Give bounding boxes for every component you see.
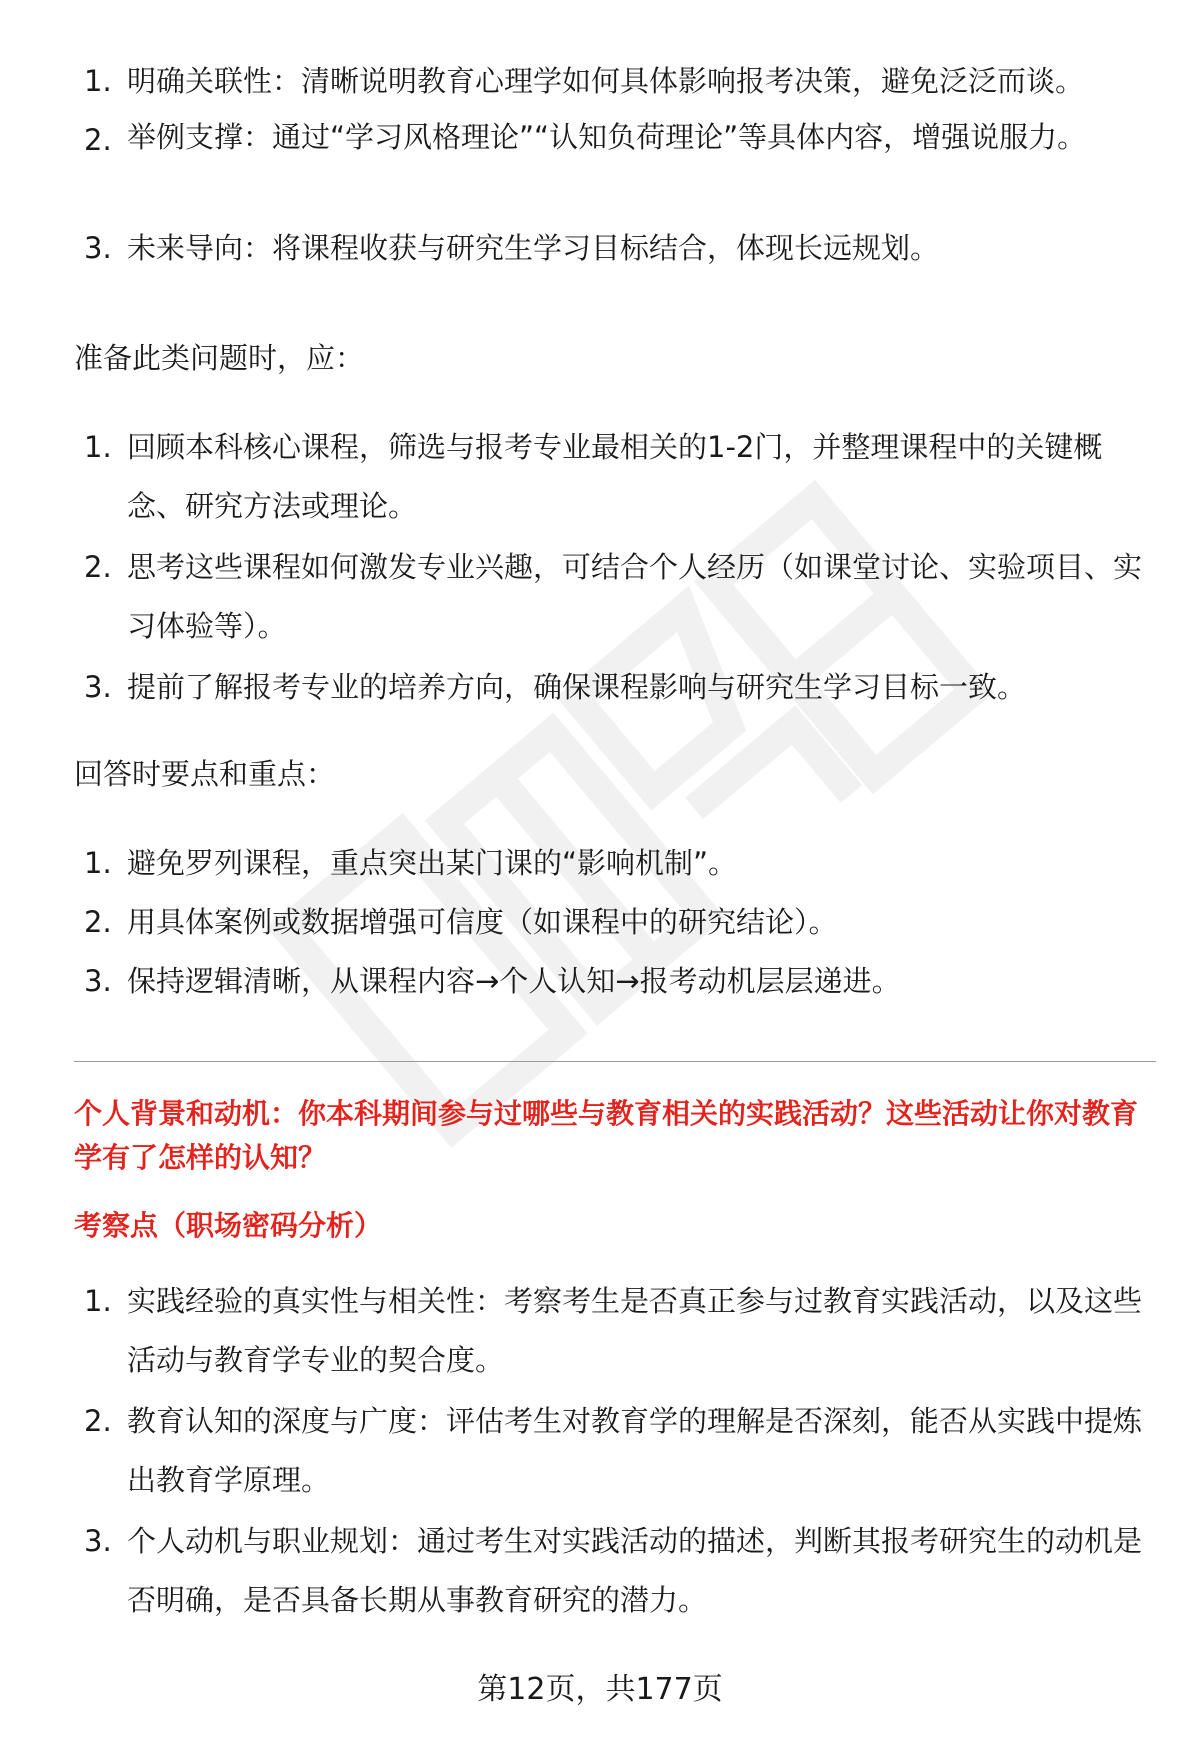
list-item-number: 2. xyxy=(84,123,112,157)
list-item xyxy=(0,834,1200,893)
takeaways-list xyxy=(0,52,1200,278)
list-item xyxy=(0,538,1200,658)
list-item xyxy=(0,1272,1200,1392)
list-item-text: 保持逻辑清晰，从课程内容→个人认知→报考动机层层递进。 xyxy=(127,964,901,998)
list-item-text: 举例支撑：通过“学习风格理论”“认知负荷理论”等具体内容，增强说服力。 xyxy=(127,120,1087,154)
exam-points-list xyxy=(0,1272,1200,1632)
list-item-number: 2. xyxy=(84,1404,112,1438)
answer-points-list xyxy=(0,834,1200,1011)
list-item-text: 用具体案例或数据增强可信度（如课程中的研究结论）。 xyxy=(127,905,838,939)
section-divider xyxy=(74,1061,1156,1062)
page-number-footer: 第12页，共177页 xyxy=(477,1672,723,1707)
list-item-number: 1. xyxy=(84,430,112,464)
list-item xyxy=(0,893,1200,952)
list-item-number: 1. xyxy=(84,64,112,98)
list-item-text: 提前了解报考专业的培养方向，确保课程影响与研究生学习目标一致。 xyxy=(127,670,1027,704)
list-item-number: 1. xyxy=(84,846,112,880)
list-item-text: 明确关联性：清晰说明教育心理学如何具体影响报考决策，避免泛泛而谈。 xyxy=(127,64,1085,98)
list-item-number: 3. xyxy=(84,231,112,265)
list-item xyxy=(0,111,1200,219)
list-item xyxy=(0,219,1200,278)
list-item-number: 3. xyxy=(84,964,112,998)
list-item xyxy=(0,1392,1200,1512)
list-item-text: 未来导向：将课程收获与研究生学习目标结合，体现长远规划。 xyxy=(127,231,940,265)
list-item-text: 实践经验的真实性与相关性：考察考生是否真正参与过教育实践活动，以及这些活动与教育学专业的契合度。 xyxy=(127,1284,1143,1377)
prep-heading: 准备此类问题时，应： xyxy=(74,341,365,375)
list-item-text: 教育认知的深度与广度：评估考生对教育学的理解是否深刻，能否从实践中提炼出教育学原理。 xyxy=(127,1404,1143,1497)
preparation-list xyxy=(0,418,1200,717)
list-item xyxy=(0,52,1200,111)
list-item-text: 个人动机与职业规划：通过考生对实践活动的描述，判断其报考研究生的动机是否明确，是否具备长期从事教育研究的潜力。 xyxy=(127,1524,1143,1617)
list-item-number: 2. xyxy=(84,905,112,939)
list-item-text: 避免罗列课程，重点突出某门课的“影响机制”。 xyxy=(127,846,738,880)
exam-point-heading: 考察点（职场密码分析） xyxy=(74,1209,383,1242)
list-item-number: 1. xyxy=(84,1284,112,1318)
list-item xyxy=(0,658,1200,717)
question-heading: 个人背景和动机：你本科期间参与过哪些与教育相关的实践活动？这些活动让你对教育学有了怎样的认知？ xyxy=(74,1097,1139,1174)
list-item-number: 2. xyxy=(84,550,112,584)
list-item-text: 回顾本科核心课程，筛选与报考专业最相关的1-2门，并整理课程中的关键概念、研究方法或理论。 xyxy=(127,430,1103,523)
list-item-number: 3. xyxy=(84,1524,112,1558)
answer-heading: 回答时要点和重点： xyxy=(74,757,336,791)
list-item xyxy=(0,418,1200,538)
list-item xyxy=(0,952,1200,1011)
list-item xyxy=(0,1512,1200,1632)
list-item-text: 思考这些课程如何激发专业兴趣，可结合个人经历（如课堂讨论、实验项目、实习体验等）。 xyxy=(127,550,1143,643)
list-item-number: 3. xyxy=(84,670,112,704)
